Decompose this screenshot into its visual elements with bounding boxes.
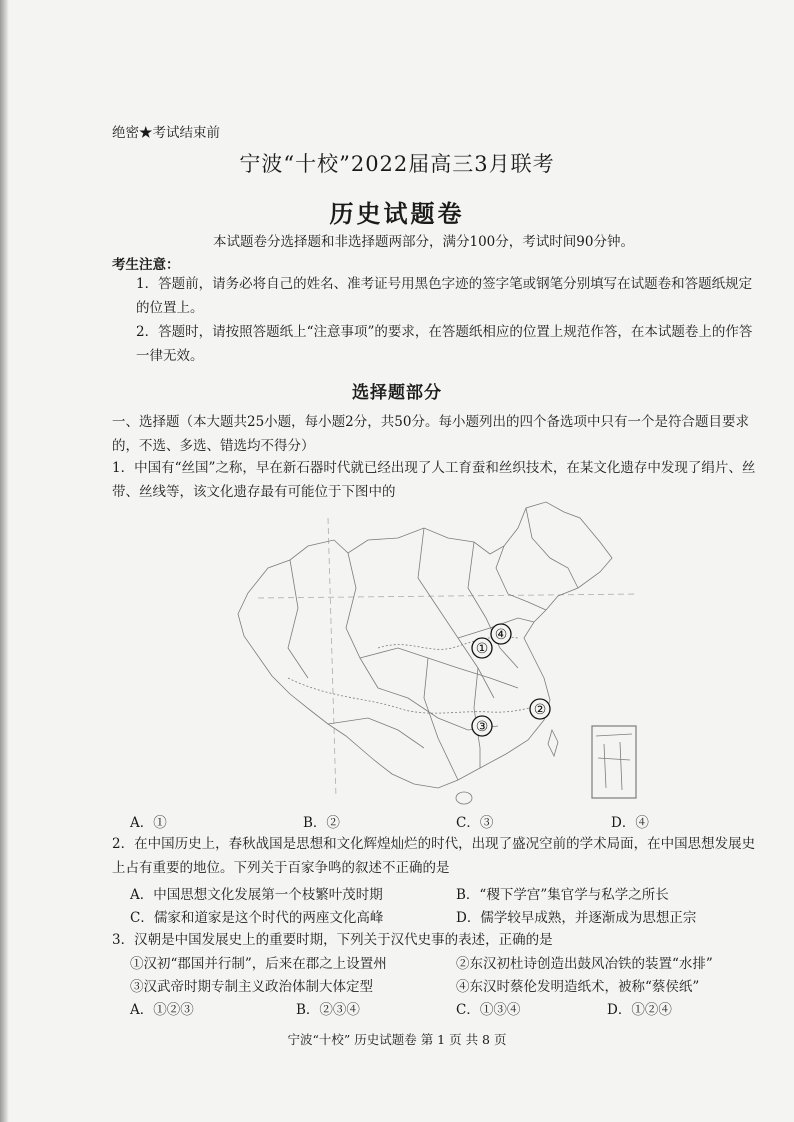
china-map-figure — [228, 498, 646, 810]
notice-item: 2．答题时，请按照答题纸上“注意事项”的要求，在答题纸相应的位置上规范作答，在本试题卷上的作答一律无效。 — [136, 324, 753, 364]
svg-text:③: ③ — [475, 719, 489, 735]
map-marker-4 — [491, 624, 511, 644]
question-2-option-b[interactable]: B．“稷下学宫”集官学与私学之所长 — [456, 887, 669, 903]
question-1-option-d[interactable]: D．④ — [611, 815, 649, 831]
question-3-stem: 3．汉朝是中国发展史上的重要时期，下列关于汉代史事的表述，正确的是 — [112, 932, 553, 948]
svg-text:①: ① — [475, 641, 489, 657]
map-marker-1 — [472, 638, 492, 658]
section-instruction: 一、选择题（本大题共25小题，每小题2分，共50分。每小题列出的四个备选项中只有一个是符合题目要求的，不选、多选、错选均不得分） — [112, 414, 749, 454]
question-1-option-a[interactable]: A．① — [130, 815, 167, 831]
section-title: 选择题部分 — [352, 383, 442, 403]
map-marker-2 — [530, 699, 550, 719]
question-2-option-c[interactable]: C．儒家和道家是这个时代的两座文化高峰 — [130, 910, 384, 926]
question-3-option-b[interactable]: B．②③④ — [296, 1002, 360, 1018]
question-3-statement-4: ④东汉时蔡伦发明造纸术，被称“蔡侯纸” — [456, 979, 700, 995]
question-3-statement-1: ①汉初“郡国并行制”，后来在郡之上设置州 — [130, 956, 387, 972]
question-1-option-c[interactable]: C．③ — [456, 815, 494, 831]
question-3-option-c[interactable]: C．①③④ — [456, 1002, 521, 1018]
secret-mark: 绝密★考试结束前 — [112, 125, 220, 141]
question-2-stem: 2．在中国历史上，春秋战国是思想和文化辉煌灿烂的时代，出现了盛况空前的学术局面，在中国思想发展史上占有重要的地位。下列关于百家争鸣的叙述不正确的是 — [112, 836, 756, 876]
question-2-option-a[interactable]: A．中国思想文化发展第一个枝繁叶茂时期 — [130, 887, 383, 903]
exam-title: 宁波“十校”2022届高三3月联考 — [239, 152, 555, 176]
map-marker-3 — [472, 716, 492, 736]
question-2-option-d[interactable]: D．儒学较早成熟，并逐渐成为思想正宗 — [456, 910, 697, 926]
paper-subtitle: 历史试题卷 — [329, 199, 465, 228]
exam-intro: 本试题卷分选择题和非选择题两部分，满分100分，考试时间90分钟。 — [213, 234, 634, 250]
question-3-statement-3: ③汉武帝时期专制主义政治体制大体定型 — [130, 979, 373, 995]
notice-item: 1．答题前，请务必将自己的姓名、准考证号用黑色字迹的签字笔或钢笔分别填写在试题卷和答题纸规定的位置上。 — [136, 276, 753, 316]
question-1-stem: 1．中国有“丝国”之称，早在新石器时代就已经出现了人工育蚕和丝织技术，在某文化遗存中发现了绢片、丝带、丝线等，该文化遗存最有可能位于下图中的 — [112, 460, 756, 500]
china-map-svg — [228, 498, 646, 810]
question-3-statement-2: ②东汉初杜诗创造出鼓风冶铁的装置“水排” — [456, 956, 713, 972]
page-footer: 宁波“十校” 历史试题卷 第 1 页 共 8 页 — [287, 1032, 507, 1047]
question-3-option-d[interactable]: D．①②④ — [607, 1002, 672, 1018]
notice-title: 考生注意： — [112, 257, 180, 273]
question-1-option-b[interactable]: B．② — [303, 815, 340, 831]
svg-text:④: ④ — [494, 627, 508, 643]
question-3-option-a[interactable]: A．①②③ — [130, 1002, 194, 1018]
svg-text:②: ② — [533, 702, 547, 718]
